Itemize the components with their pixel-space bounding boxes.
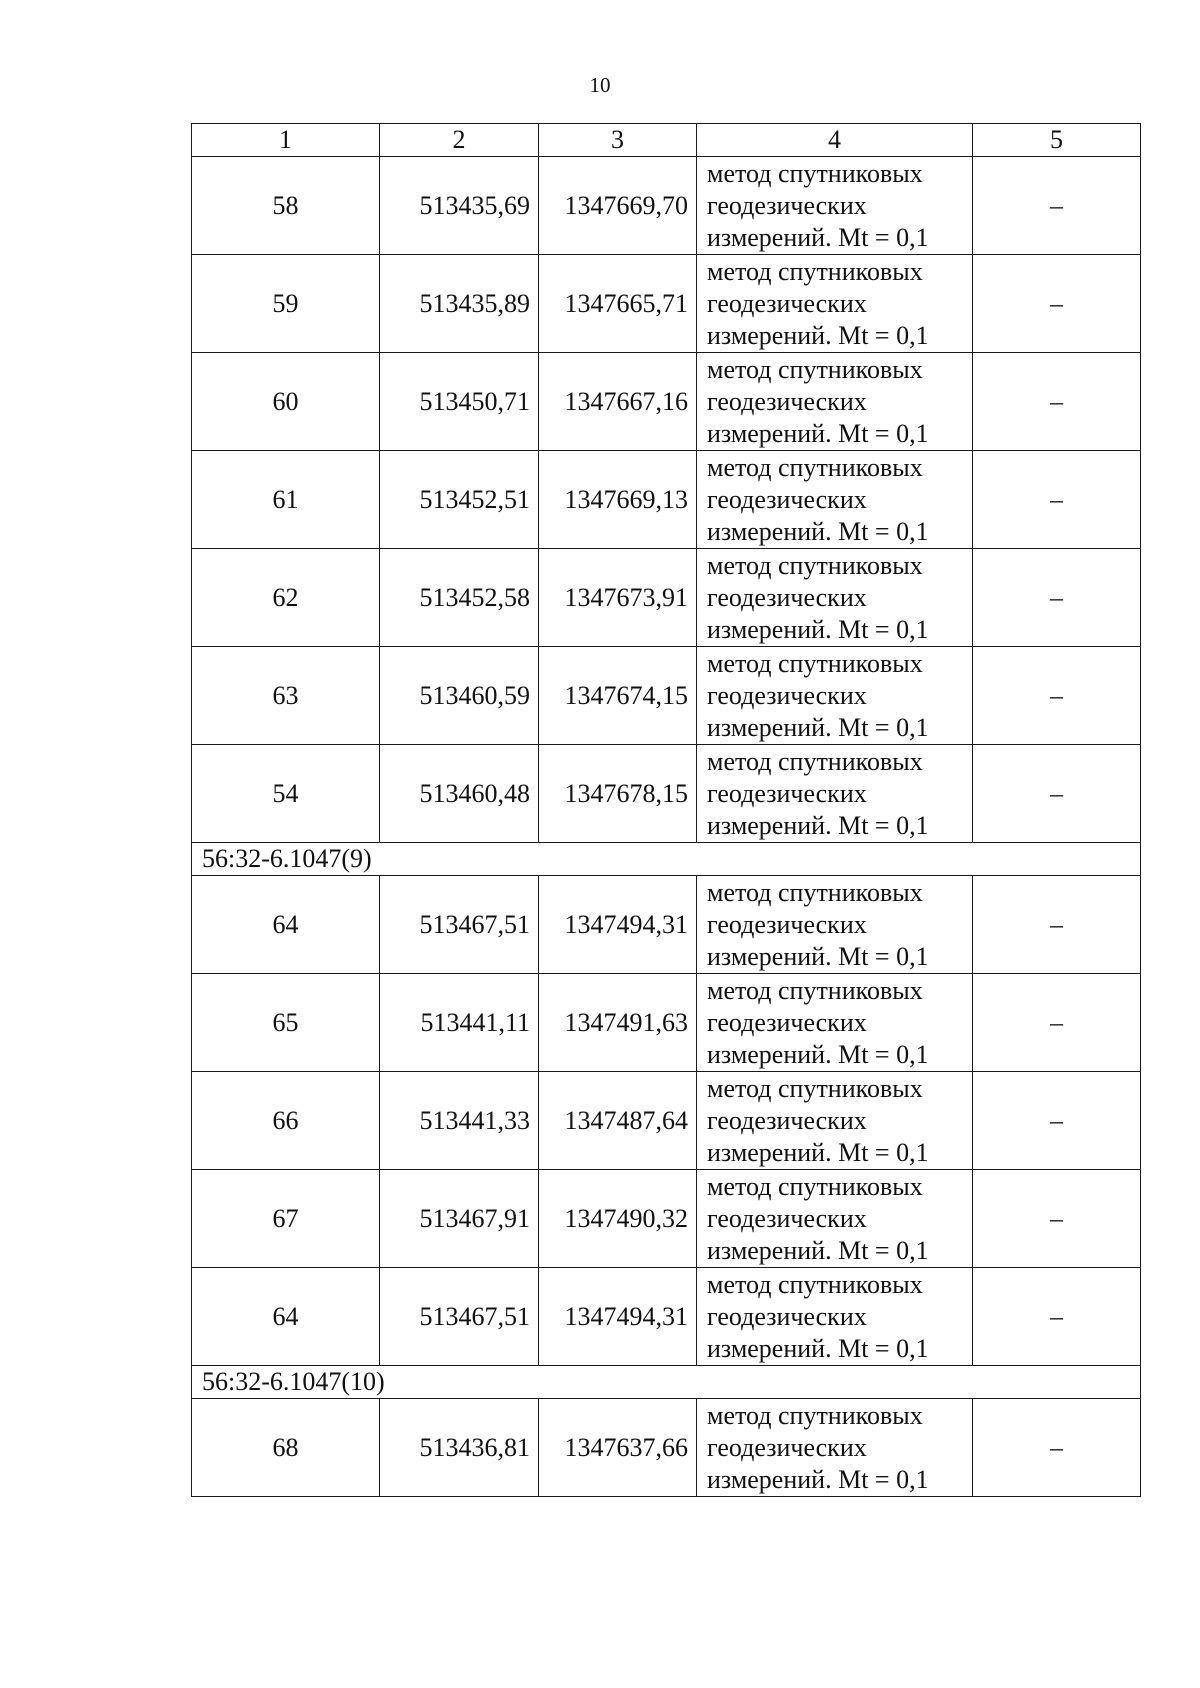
x-coordinate-cell: 513435,89 — [380, 255, 539, 353]
y-coordinate-cell: 1347669,13 — [539, 451, 697, 549]
table-body — [192, 157, 1141, 1497]
table-row — [192, 1170, 1141, 1268]
point-number-cell: 60 — [192, 353, 380, 451]
method-line: геодезических — [707, 484, 867, 514]
method-line: измерений. Mt = 0,1 — [707, 1333, 929, 1363]
x-coordinate-cell: 513435,69 — [380, 157, 539, 255]
method-cell — [697, 157, 973, 255]
description-cell: – — [973, 974, 1141, 1072]
x-coordinate-cell: 513436,81 — [380, 1399, 539, 1497]
method-line: метод спутниковых — [707, 746, 923, 776]
column-header-5: 5 — [973, 124, 1141, 157]
method-cell — [697, 451, 973, 549]
method-line: метод спутниковых — [707, 1073, 923, 1103]
table-row — [192, 1268, 1141, 1366]
description-cell: – — [973, 1399, 1141, 1497]
section-row — [192, 1366, 1141, 1399]
x-coordinate-cell: 513441,33 — [380, 1072, 539, 1170]
method-line: измерений. Mt = 0,1 — [707, 418, 929, 448]
method-cell — [697, 255, 973, 353]
method-line: геодезических — [707, 909, 867, 939]
description-cell: – — [973, 157, 1141, 255]
point-number-cell: 64 — [192, 876, 380, 974]
description-cell: – — [973, 1268, 1141, 1366]
coordinates-table — [191, 123, 1141, 1497]
description-cell: – — [973, 876, 1141, 974]
y-coordinate-cell: 1347487,64 — [539, 1072, 697, 1170]
y-coordinate-cell: 1347490,32 — [539, 1170, 697, 1268]
method-line: измерений. Mt = 0,1 — [707, 941, 929, 971]
section-label: 56:32-6.1047(10) — [192, 1366, 1141, 1399]
table-header-row — [192, 124, 1141, 157]
point-number-cell: 59 — [192, 255, 380, 353]
x-coordinate-cell: 513467,51 — [380, 1268, 539, 1366]
method-cell — [697, 647, 973, 745]
table-row — [192, 745, 1141, 843]
y-coordinate-cell: 1347665,71 — [539, 255, 697, 353]
column-header-1: 1 — [192, 124, 380, 157]
method-line: метод спутниковых — [707, 550, 923, 580]
point-number-cell: 63 — [192, 647, 380, 745]
method-line: измерений. Mt = 0,1 — [707, 614, 929, 644]
description-cell: – — [973, 647, 1141, 745]
method-line: геодезических — [707, 1301, 867, 1331]
method-cell — [697, 1268, 973, 1366]
method-line: геодезических — [707, 386, 867, 416]
description-cell: – — [973, 1072, 1141, 1170]
point-number-cell: 62 — [192, 549, 380, 647]
description-cell: – — [973, 451, 1141, 549]
method-line: измерений. Mt = 0,1 — [707, 1137, 929, 1167]
method-line: измерений. Mt = 0,1 — [707, 222, 929, 252]
method-cell — [697, 745, 973, 843]
y-coordinate-cell: 1347637,66 — [539, 1399, 697, 1497]
table-row — [192, 647, 1141, 745]
method-line: геодезических — [707, 288, 867, 318]
section-row — [192, 843, 1141, 876]
method-line: геодезических — [707, 1432, 867, 1462]
x-coordinate-cell: 513460,48 — [380, 745, 539, 843]
table-row — [192, 549, 1141, 647]
method-cell — [697, 549, 973, 647]
table-row — [192, 1399, 1141, 1497]
method-line: метод спутниковых — [707, 452, 923, 482]
method-line: геодезических — [707, 1007, 867, 1037]
method-cell — [697, 974, 973, 1072]
description-cell: – — [973, 745, 1141, 843]
y-coordinate-cell: 1347667,16 — [539, 353, 697, 451]
description-cell: – — [973, 1170, 1141, 1268]
column-header-3: 3 — [539, 124, 697, 157]
method-line: измерений. Mt = 0,1 — [707, 516, 929, 546]
method-cell — [697, 1072, 973, 1170]
x-coordinate-cell: 513452,51 — [380, 451, 539, 549]
y-coordinate-cell: 1347673,91 — [539, 549, 697, 647]
method-line: метод спутниковых — [707, 877, 923, 907]
method-line: измерений. Mt = 0,1 — [707, 712, 929, 742]
description-cell: – — [973, 255, 1141, 353]
x-coordinate-cell: 513467,91 — [380, 1170, 539, 1268]
point-number-cell: 58 — [192, 157, 380, 255]
description-cell: – — [973, 353, 1141, 451]
point-number-cell: 66 — [192, 1072, 380, 1170]
method-line: метод спутниковых — [707, 648, 923, 678]
y-coordinate-cell: 1347494,31 — [539, 1268, 697, 1366]
method-cell — [697, 1399, 973, 1497]
section-label: 56:32-6.1047(9) — [192, 843, 1141, 876]
method-line: измерений. Mt = 0,1 — [707, 1464, 929, 1494]
point-number-cell: 54 — [192, 745, 380, 843]
point-number-cell: 68 — [192, 1399, 380, 1497]
method-line: геодезических — [707, 1203, 867, 1233]
column-header-2: 2 — [380, 124, 539, 157]
point-number-cell: 64 — [192, 1268, 380, 1366]
method-line: геодезических — [707, 582, 867, 612]
table-row — [192, 255, 1141, 353]
method-line: метод спутниковых — [707, 158, 923, 188]
column-header-4: 4 — [697, 124, 973, 157]
description-cell: – — [973, 549, 1141, 647]
table-row — [192, 1072, 1141, 1170]
x-coordinate-cell: 513450,71 — [380, 353, 539, 451]
table-row — [192, 974, 1141, 1072]
y-coordinate-cell: 1347491,63 — [539, 974, 697, 1072]
method-line: метод спутниковых — [707, 354, 923, 384]
method-line: метод спутниковых — [707, 1400, 923, 1430]
method-line: метод спутниковых — [707, 975, 923, 1005]
table-row — [192, 876, 1141, 974]
method-line: измерений. Mt = 0,1 — [707, 810, 929, 840]
y-coordinate-cell: 1347678,15 — [539, 745, 697, 843]
method-line: геодезических — [707, 190, 867, 220]
y-coordinate-cell: 1347494,31 — [539, 876, 697, 974]
y-coordinate-cell: 1347669,70 — [539, 157, 697, 255]
method-line: геодезических — [707, 778, 867, 808]
x-coordinate-cell: 513460,59 — [380, 647, 539, 745]
method-line: метод спутниковых — [707, 256, 923, 286]
page-number: 10 — [589, 73, 611, 97]
x-coordinate-cell: 513441,11 — [380, 974, 539, 1072]
method-line: метод спутниковых — [707, 1269, 923, 1299]
method-line: геодезических — [707, 1105, 867, 1135]
point-number-cell: 67 — [192, 1170, 380, 1268]
point-number-cell: 65 — [192, 974, 380, 1072]
method-line: измерений. Mt = 0,1 — [707, 1039, 929, 1069]
x-coordinate-cell: 513467,51 — [380, 876, 539, 974]
method-line: измерений. Mt = 0,1 — [707, 320, 929, 350]
table-row — [192, 451, 1141, 549]
x-coordinate-cell: 513452,58 — [380, 549, 539, 647]
method-cell — [697, 1170, 973, 1268]
method-cell — [697, 353, 973, 451]
method-line: геодезических — [707, 680, 867, 710]
point-number-cell: 61 — [192, 451, 380, 549]
table-row — [192, 353, 1141, 451]
table-row — [192, 157, 1141, 255]
method-line: метод спутниковых — [707, 1171, 923, 1201]
method-line: измерений. Mt = 0,1 — [707, 1235, 929, 1265]
y-coordinate-cell: 1347674,15 — [539, 647, 697, 745]
method-cell — [697, 876, 973, 974]
